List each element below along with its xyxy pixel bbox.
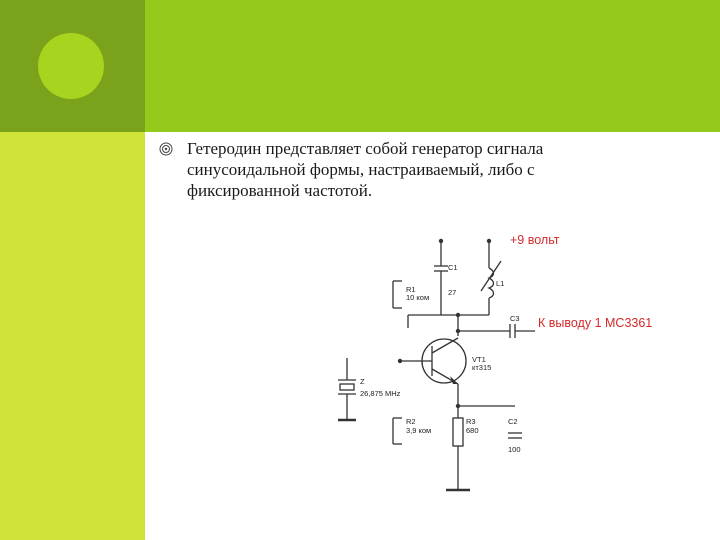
top-header-bar bbox=[145, 0, 720, 132]
slide-body-text: Гетеродин представляет собой генератор сигнала синусоидальной формы, настраиваемый, либо с фиксированной частотой. bbox=[187, 139, 544, 200]
c1-label: C1 bbox=[448, 263, 458, 272]
vt1-type: кт315 bbox=[472, 363, 492, 372]
r3-value: 680 bbox=[466, 426, 479, 435]
target-circle-bullet-icon bbox=[159, 142, 173, 156]
r1-value: 10 ком bbox=[406, 293, 430, 302]
decorative-circle bbox=[38, 33, 104, 99]
vt1-label: VT1 bbox=[472, 355, 486, 364]
r2-label: R2 bbox=[406, 417, 416, 426]
z1-label: Z bbox=[360, 377, 365, 386]
c3-label: C3 bbox=[510, 314, 520, 323]
r3-label: R3 bbox=[466, 417, 476, 426]
r2-value: 3,9 ком bbox=[406, 426, 432, 435]
power-label: +9 вольт bbox=[510, 233, 560, 247]
l1-label: L1 bbox=[496, 279, 505, 288]
output-label: К выводу 1 МС3361 bbox=[538, 316, 653, 330]
c2-label: C2 bbox=[508, 417, 518, 426]
oscillator-circuit-schematic bbox=[330, 228, 670, 498]
c1-value: 27 bbox=[448, 288, 457, 297]
z1-value: 26,875 МНz bbox=[360, 389, 401, 398]
r1-label: R1 bbox=[406, 285, 416, 294]
c2-value: 100 bbox=[508, 445, 521, 454]
